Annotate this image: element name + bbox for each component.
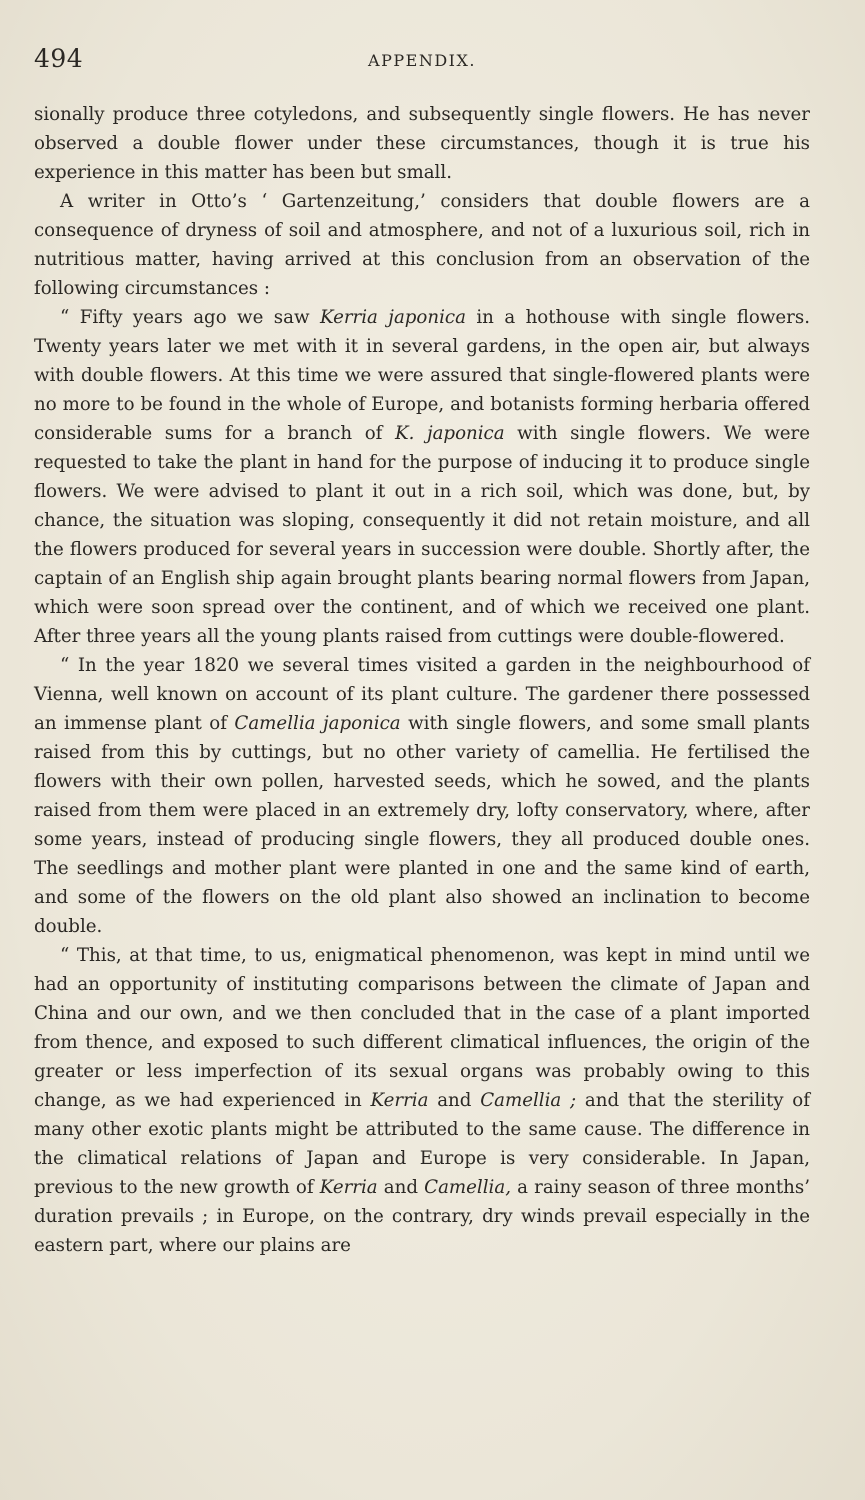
text-run: “ Fifty years ago we saw [60, 307, 320, 328]
paragraph [34, 187, 810, 303]
body-text [34, 100, 810, 1260]
text-run: with single flowers. We were requested to take the plant in hand for the purpose of inducing it to produce single flowers. We were advised to plant it out in a rich soil, which was done, but, by chance, the situation was sloping, consequently it did not retain moisture, and all the flowers produced for several years in succession were double. Shortly after, the captain of an English ship again brought plants bearing normal flowers from Japan, which were soon spread over the continent, and of which we received one plant. After three years all the young plants raised from cuttings were double-flowered. [34, 423, 810, 647]
paragraph [34, 100, 810, 187]
italic-term: Camellia, [424, 1177, 511, 1198]
text-run: in a hothouse with single flowers. Twenty years later we met with it in several gardens, in the open air, but always with double flowers. At this time we were assured that single-flowered plants were no more to be found in the whole of Europe, and botanists forming herbaria offered considerable sums for a branch of [34, 307, 810, 444]
text-run: and [377, 1177, 425, 1198]
text-run: a rainy season of three months’ duration prevails ; in Europe, on the contrary, dry winds prevail especially in the eastern part, where our plains are [34, 1177, 810, 1256]
text-run: sionally produce three cotyledons, and subsequently single flowers. He has never observed a double flower under these circumstances, though it is true his experience in this matter has been but small. [34, 104, 810, 183]
page-number: 494 [34, 44, 84, 73]
text-run: “ This, at that time, to us, enigmatical phenomenon, was kept in mind until we had an opportunity of instituting comparisons between the climate of Japan and China and our own, and we then concluded that in the case of a plant imported from thence, and exposed to such different climatical influences, the origin of the greater or less imperfection of its sexual organs was probably owing to this change, as we had experienced in [34, 945, 810, 1111]
paragraph [34, 651, 810, 941]
running-head: APPENDIX. [368, 51, 476, 70]
text-run: “ In the year 1820 we several times visited a garden in the neighbourhood of Vienna, well known on account of its plant culture. The gardener there possessed an immense plant of [34, 655, 810, 734]
italic-term: Kerria japonica [319, 307, 466, 328]
italic-term: K. japonica [395, 423, 505, 444]
italic-term: Kerria [319, 1177, 378, 1198]
page-header [34, 44, 810, 78]
text-run: and [428, 1090, 481, 1111]
paragraph [34, 941, 810, 1260]
text-run: with single flowers, and some small plants raised from this by cuttings, but no other variety of camellia. He fertilised the flowers with their own pollen, harvested seeds, which he sowed, and the plants raised from them were placed in an extremely dry, lofty conservatory, where, after some years, instead of producing single flowers, they all produced double ones. The seedlings and mother plant were planted in one and the same kind of earth, and some of the flowers on the old plant also showed an inclination to become double. [34, 713, 811, 937]
text-run: A writer in Otto’s ‘ Gartenzeitung,’ considers that double flowers are a consequence of dryness of soil and atmosphere, and not of a luxurious soil, rich in nutritious matter, having arrived at this conclusion from an observation of the following circumstances : [34, 191, 810, 299]
text-run: and that the sterility of many other exotic plants might be attributed to the same cause. The difference in the climatical relations of Japan and Europe is very considerable. In Japan, previous to the new growth of [34, 1090, 810, 1198]
italic-term: Camellia japonica [234, 713, 401, 734]
italic-term: Camellia ; [480, 1090, 577, 1111]
italic-term: Kerria [370, 1090, 429, 1111]
paragraph [34, 303, 810, 651]
